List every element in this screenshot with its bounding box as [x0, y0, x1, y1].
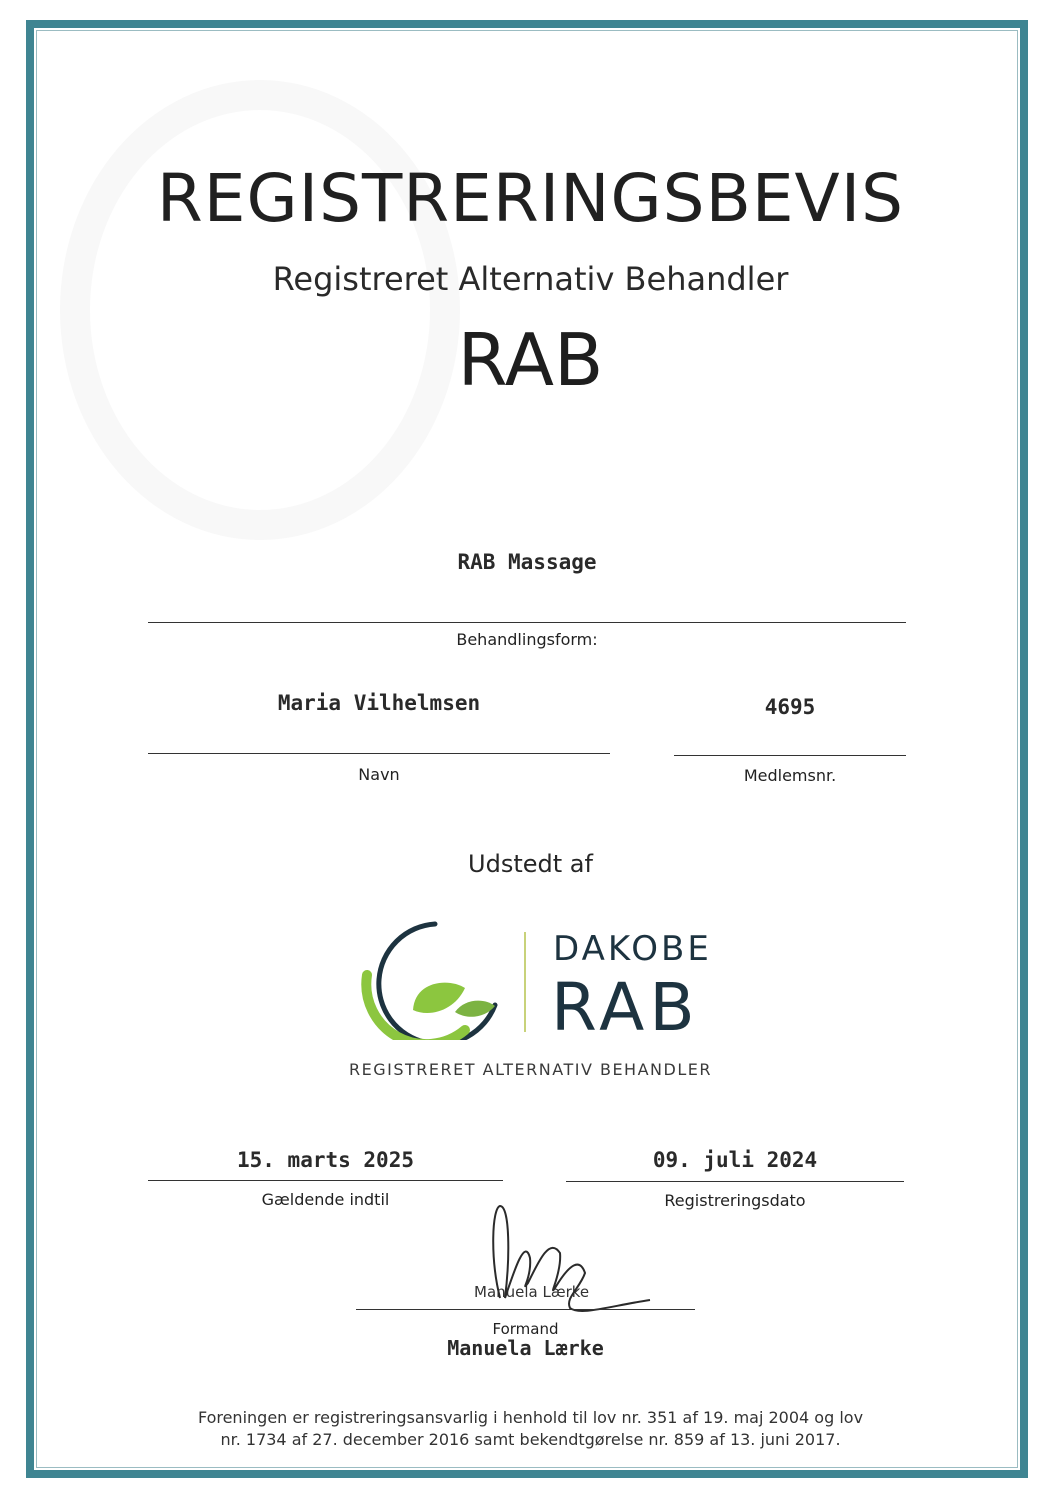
- legal-footer-line-1: Foreningen er registreringsansvarlig i henhold til lov nr. 351 af 19. maj 2004 og lov: [197, 1408, 864, 1427]
- member-number: 4695: [764, 695, 816, 719]
- registration-date-line: [566, 1181, 904, 1182]
- issued-by-label: Udstedt af: [468, 850, 593, 878]
- name-label: Navn: [358, 765, 400, 784]
- member-name: Maria Vilhelmsen: [277, 691, 481, 715]
- logo-arc-dark: [379, 924, 495, 1040]
- signatory-name: Manuela Lærke: [447, 1336, 604, 1360]
- logo-main-text: RAB: [551, 969, 700, 1040]
- registration-date-label: Registreringsdato: [664, 1191, 806, 1210]
- treatment-line: [148, 622, 906, 623]
- leaf-icon: [413, 983, 465, 1013]
- logo-subtitle: REGISTRERET ALTERNATIV BEHANDLER: [349, 1060, 712, 1079]
- number-label: Medlemsnr.: [743, 766, 837, 785]
- certificate-subtitle: Registreret Alternativ Behandler: [272, 260, 789, 298]
- treatment-label: Behandlingsform:: [456, 630, 598, 649]
- legal-footer: [0, 1407, 1061, 1451]
- signature-line: [356, 1309, 695, 1310]
- logo-top-text: DAKOBE: [553, 929, 712, 969]
- legal-footer-line-2: nr. 1734 af 27. december 2016 samt bekendtgørelse nr. 859 af 13. juni 2017.: [220, 1430, 841, 1449]
- number-line: [674, 755, 906, 756]
- certificate-acronym: RAB: [457, 318, 604, 402]
- name-line: [148, 753, 610, 754]
- valid-until-label: Gældende indtil: [261, 1190, 390, 1209]
- registration-date-value: 09. juli 2024: [652, 1148, 818, 1172]
- signatory-name-small: Manuela Lærke: [474, 1283, 590, 1301]
- certificate-title: REGISTRERINGSBEVIS: [156, 160, 905, 237]
- valid-until-value: 15. marts 2025: [236, 1148, 414, 1172]
- dakobe-rab-logo: [355, 910, 735, 1040]
- signatory-role: Formand: [492, 1320, 559, 1338]
- watermark-seal: [60, 80, 460, 540]
- valid-until-line: [148, 1180, 503, 1181]
- treatment-value: RAB Massage: [457, 550, 597, 574]
